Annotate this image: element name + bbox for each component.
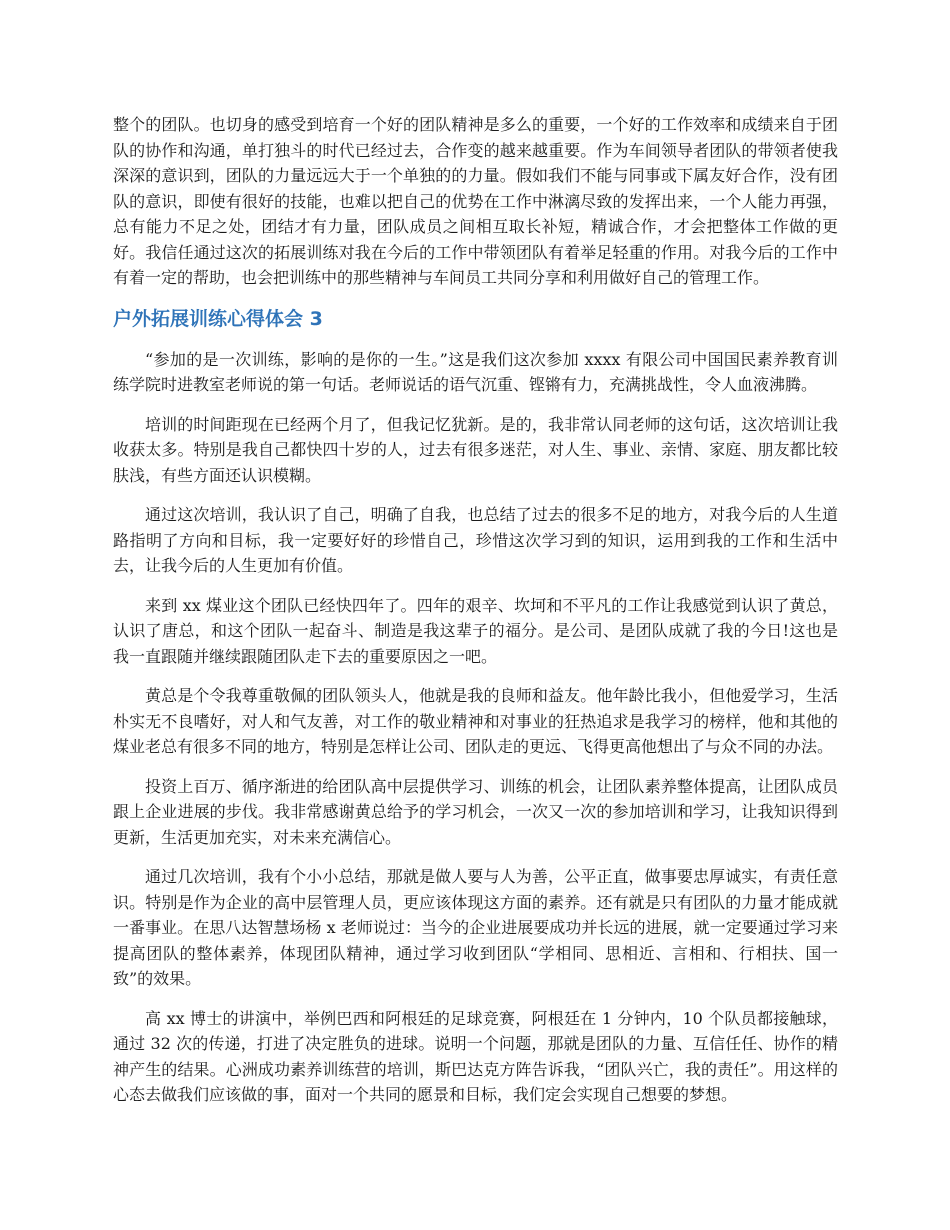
paragraph-1: “参加的是一次训练，影响的是你的一生。”这是我们这次参加 xxxx 有限公司中国国民素养教育训练学院时进教室老师说的第一句话。老师说话的语气沉重、铿锵有力，充满挑战性，令人血液沸腾。 (113, 349, 838, 394)
document-body (113, 112, 838, 1122)
paragraph-6: 投资上百万、循序渐进的给团队高中层提供学习、训练的机会，让团队素养整体提高，让团队成员跟上企业进展的步伐。我非常感谢黄总给予的学习机会，一次又一次的参加培训和学习，让我知识得到更新，生活更加充实，对未来充满信心。 (113, 776, 838, 847)
intro-paragraph: 整个的团队。也切身的感受到培育一个好的团队精神是多么的重要，一个好的工作效率和成绩来自于团队的协作和沟通，单打独斗的时代已经过去，合作变的越来越重要。作为车间领导者团队的带领者使我深深的意识到，团队的力量远远大于一个单独的的力量。假如我们不能与同事或下属友好合作，没有团队的意识，即使有很好的技能，也难以把自己的优势在工作中淋漓尽致的发挥出来，一个人能力再强，总有能力不足之处，团结才有力量，团队成员之间相互取长补短，精诚合作，才会把整体工作做的更好。我信任通过这次的拓展训练对我在今后的工作中带领团队有着举足轻重的作用。对我今后的工作中有着一定的帮助，也会把训练中的那些精神与车间员工共同分享和利用做好自己的管理工作。 (113, 115, 838, 287)
paragraph-3: 通过这次培训，我认识了自己，明确了自我，也总结了过去的很多不足的地方，对我今后的人生道路指明了方向和目标，我一定要好好的珍惜自己，珍惜这次学习到的知识，运用到我的工作和生活中去，让我今后的人生更加有价值。 (113, 505, 838, 575)
paragraph-7: 通过几次培训，我有个小小总结，那就是做人要与人为善，公平正直，做事要忠厚诚实，有责任意识。特别是作为企业的高中层管理人员，更应该体现这方面的素养。还有就是只有团队的力量才能成就一番事业。在思八达智慧场杨 x 老师说过：当今的企业进展要成功并长远的进展，就一定要通过学习来提高团队的整体素养，体现团队精神，通过学习收到团队“学相同、思相近、言相和、行相扶、国一致”的效果。 (113, 867, 838, 988)
section-heading: 户外拓展训练心得体会 3 (113, 307, 323, 330)
paragraph-8: 高 xx 博士的讲演中，举例巴西和阿根廷的足球竞赛，阿根廷在 1 分钟内，10 个队员都接触球，通过 32 次的传递，打进了决定胜负的进球。说明一个问题，那就是团队的力量、互信任任、协作的精神产生的结果。心洲成功素养训练营的培训，斯巴达克方阵告诉我，“团队兴亡，我的责任”。用这样的心态去做我们应该做的事，面对一个共同的愿景和目标，我们定会实现自己想要的梦想。 (113, 1008, 838, 1104)
paragraph-4: 来到 xx 煤业这个团队已经快四年了。四年的艰辛、坎坷和不平凡的工作让我感觉到认识了黄总，认识了唐总，和这个团队一起奋斗、制造是我这辈子的福分。是公司、是团队成就了我的今日!这也是我一直跟随并继续跟随团队走下去的重要原因之一吧。 (113, 595, 838, 666)
paragraph-5: 黄总是个令我尊重敬佩的团队领头人，他就是我的良师和益友。他年龄比我小，但他爱学习，生活朴实无不良嗜好，对人和气友善，对工作的敬业精神和对事业的狂热追求是我学习的榜样，他和其他的煤业老总有很多不同的地方，特别是怎样让公司、团队走的更远、飞得更高他想出了与众不同的办法。 (113, 686, 838, 756)
paragraph-2: 培训的时间距现在已经两个月了，但我记忆犹新。是的，我非常认同老师的这句话，这次培训让我收获太多。特别是我自己都快四十岁的人，过去有很多迷茫，对人生、事业、亲情、家庭、朋友都比较肤浅，有些方面还认识模糊。 (113, 414, 838, 485)
